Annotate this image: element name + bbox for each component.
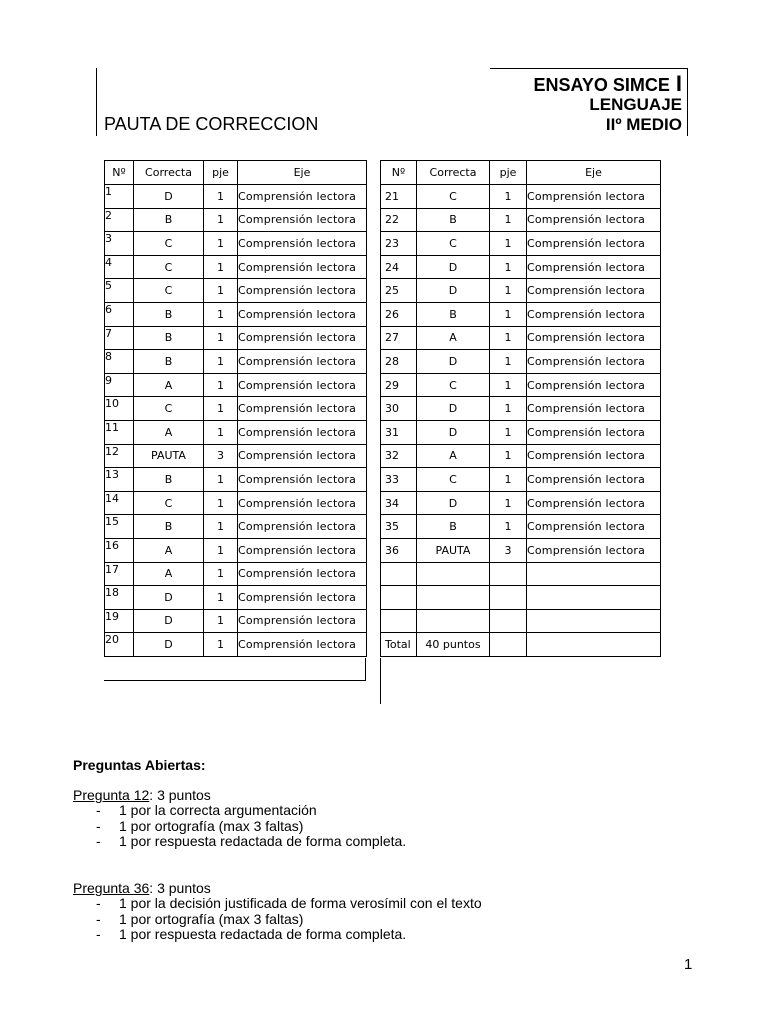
header-number: Nº bbox=[381, 161, 417, 185]
row-axis: Comprensión lectora bbox=[527, 397, 661, 421]
row-axis: Comprensión lectora bbox=[527, 468, 661, 492]
table-row bbox=[105, 562, 367, 586]
row-correct-answer: D bbox=[417, 397, 490, 421]
row-axis: Comprensión lectora bbox=[527, 279, 661, 303]
row-number: 14 bbox=[105, 491, 134, 515]
row-number: 27 bbox=[381, 326, 417, 350]
row-number: 7 bbox=[105, 326, 134, 350]
table-row bbox=[381, 255, 661, 279]
table-left-bottom-rule bbox=[104, 680, 366, 681]
row-number: 31 bbox=[381, 420, 417, 444]
header-correct: Correcta bbox=[134, 161, 204, 185]
row-axis bbox=[527, 609, 661, 633]
exam-name-text: ENSAYO SIMCE bbox=[533, 75, 670, 95]
criterion-text: 1 por ortografía (max 3 faltas) bbox=[119, 817, 304, 834]
question-12-label: Pregunta 12 bbox=[73, 787, 150, 803]
page-title: PAUTA DE CORRECCION bbox=[104, 114, 319, 134]
row-correct-answer: D bbox=[134, 633, 204, 657]
row-correct-answer: C bbox=[134, 255, 204, 279]
row-axis: Comprensión lectora bbox=[238, 185, 367, 209]
question-12-criteria bbox=[96, 803, 406, 850]
answer-rows-right bbox=[381, 185, 661, 657]
row-score: 1 bbox=[204, 350, 238, 374]
row-score: 1 bbox=[490, 373, 527, 397]
table-row bbox=[381, 185, 661, 209]
row-score: 1 bbox=[490, 468, 527, 492]
row-number: 6 bbox=[105, 302, 134, 326]
row-correct-answer: C bbox=[134, 491, 204, 515]
row-number: 9 bbox=[105, 373, 134, 397]
row-axis: Comprensión lectora bbox=[527, 302, 661, 326]
bullet: - bbox=[96, 802, 101, 818]
table-row bbox=[381, 515, 661, 539]
bullet: - bbox=[96, 926, 101, 942]
page-number: 1 bbox=[684, 956, 693, 973]
row-axis: Comprensión lectora bbox=[238, 538, 367, 562]
row-axis: Comprensión lectora bbox=[527, 208, 661, 232]
table-left-side-rule bbox=[365, 658, 366, 681]
table-row bbox=[105, 326, 367, 350]
table-row bbox=[381, 633, 661, 657]
table-row bbox=[105, 491, 367, 515]
row-score: 1 bbox=[204, 279, 238, 303]
row-score: 1 bbox=[204, 255, 238, 279]
question-36-label: Pregunta 36 bbox=[73, 880, 150, 896]
question-12-title bbox=[73, 787, 211, 803]
table-row bbox=[381, 208, 661, 232]
row-axis bbox=[527, 586, 661, 610]
row-correct-answer: C bbox=[417, 373, 490, 397]
row-number: 5 bbox=[105, 279, 134, 303]
header-axis: Eje bbox=[527, 161, 661, 185]
row-correct-answer: PAUTA bbox=[134, 444, 204, 468]
table-row bbox=[381, 350, 661, 374]
row-axis: Comprensión lectora bbox=[238, 302, 367, 326]
row-axis bbox=[527, 633, 661, 657]
bullet: - bbox=[96, 817, 101, 834]
exam-number: I bbox=[675, 71, 682, 96]
row-score: 1 bbox=[204, 326, 238, 350]
row-correct-answer: D bbox=[417, 255, 490, 279]
row-score: 1 bbox=[490, 397, 527, 421]
row-number: 34 bbox=[381, 491, 417, 515]
row-correct-answer: PAUTA bbox=[417, 538, 490, 562]
row-number: 11 bbox=[105, 420, 134, 444]
exam-name bbox=[534, 71, 683, 97]
table-row bbox=[381, 232, 661, 256]
row-axis: Comprensión lectora bbox=[527, 444, 661, 468]
row-axis: Comprensión lectora bbox=[238, 515, 367, 539]
criterion-text: 1 por respuesta redactada de forma completa. bbox=[119, 926, 407, 942]
row-score: 1 bbox=[490, 491, 527, 515]
row-number: 20 bbox=[105, 633, 134, 657]
table-header-row bbox=[381, 161, 661, 185]
bullet: - bbox=[96, 833, 101, 849]
row-axis: Comprensión lectora bbox=[238, 491, 367, 515]
row-correct-answer: A bbox=[134, 420, 204, 444]
table-row bbox=[105, 185, 367, 209]
answer-table-right bbox=[380, 160, 661, 657]
row-number: 33 bbox=[381, 468, 417, 492]
row-correct-answer: B bbox=[134, 350, 204, 374]
table-row bbox=[381, 562, 661, 586]
row-number: 10 bbox=[105, 397, 134, 421]
row-axis: Comprensión lectora bbox=[238, 468, 367, 492]
table-row bbox=[105, 279, 367, 303]
list-item bbox=[96, 912, 482, 928]
row-correct-answer bbox=[417, 609, 490, 633]
row-axis: Comprensión lectora bbox=[527, 350, 661, 374]
row-score: 1 bbox=[490, 279, 527, 303]
table-row bbox=[105, 515, 367, 539]
row-axis: Comprensión lectora bbox=[527, 185, 661, 209]
row-score: 1 bbox=[204, 468, 238, 492]
row-correct-answer: A bbox=[134, 373, 204, 397]
question-36-title bbox=[73, 880, 211, 896]
list-item bbox=[96, 819, 406, 835]
row-correct-answer: D bbox=[417, 350, 490, 374]
row-score: 3 bbox=[204, 444, 238, 468]
table-row bbox=[381, 326, 661, 350]
row-correct-answer: C bbox=[417, 468, 490, 492]
row-score: 1 bbox=[490, 302, 527, 326]
row-correct-answer: B bbox=[417, 208, 490, 232]
table-row bbox=[381, 468, 661, 492]
row-score: 1 bbox=[204, 609, 238, 633]
row-number: 30 bbox=[381, 397, 417, 421]
list-item bbox=[96, 927, 482, 943]
row-score: 1 bbox=[204, 562, 238, 586]
table-row bbox=[105, 397, 367, 421]
row-correct-answer bbox=[417, 562, 490, 586]
row-axis: Comprensión lectora bbox=[527, 326, 661, 350]
row-score: 1 bbox=[490, 232, 527, 256]
table-row bbox=[105, 232, 367, 256]
row-number: 36 bbox=[381, 538, 417, 562]
row-axis bbox=[527, 562, 661, 586]
exam-subject: LENGUAJE bbox=[589, 95, 682, 114]
list-item bbox=[96, 834, 406, 850]
row-correct-answer: B bbox=[134, 208, 204, 232]
criterion-text: 1 por respuesta redactada de forma completa. bbox=[119, 833, 407, 849]
row-score: 1 bbox=[204, 302, 238, 326]
row-number: 1 bbox=[105, 185, 134, 209]
table-row bbox=[381, 279, 661, 303]
row-correct-answer: B bbox=[417, 515, 490, 539]
row-axis: Comprensión lectora bbox=[238, 444, 367, 468]
bullet: - bbox=[96, 910, 101, 927]
row-axis: Comprensión lectora bbox=[238, 208, 367, 232]
row-score: 1 bbox=[490, 185, 527, 209]
row-number: 4 bbox=[105, 255, 134, 279]
row-axis: Comprensión lectora bbox=[238, 586, 367, 610]
row-number: 28 bbox=[381, 350, 417, 374]
row-number: 12 bbox=[105, 444, 134, 468]
row-score: 1 bbox=[204, 185, 238, 209]
row-number: 19 bbox=[105, 609, 134, 633]
question-36-points: : 3 puntos bbox=[149, 880, 211, 896]
table-row bbox=[105, 538, 367, 562]
header-axis: Eje bbox=[238, 161, 367, 185]
row-score: 1 bbox=[204, 491, 238, 515]
row-number: 24 bbox=[381, 255, 417, 279]
table-row bbox=[105, 633, 367, 657]
table-row bbox=[381, 444, 661, 468]
row-correct-answer: B bbox=[134, 515, 204, 539]
row-number: 16 bbox=[105, 538, 134, 562]
header-score: pje bbox=[490, 161, 527, 185]
row-number: 3 bbox=[105, 232, 134, 256]
row-number: 21 bbox=[381, 185, 417, 209]
row-correct-answer bbox=[417, 586, 490, 610]
row-score: 1 bbox=[490, 326, 527, 350]
row-score: 1 bbox=[204, 633, 238, 657]
answer-table-left bbox=[104, 160, 367, 657]
list-item bbox=[96, 896, 482, 912]
criterion-text: 1 por la decisión justificada de forma verosímil con el texto bbox=[119, 895, 482, 911]
row-number: 35 bbox=[381, 515, 417, 539]
row-correct-answer: D bbox=[134, 609, 204, 633]
row-correct-answer: C bbox=[134, 232, 204, 256]
row-correct-answer: B bbox=[134, 302, 204, 326]
row-axis: Comprensión lectora bbox=[527, 373, 661, 397]
row-correct-answer: B bbox=[134, 326, 204, 350]
row-score: 1 bbox=[204, 515, 238, 539]
row-score: 1 bbox=[204, 208, 238, 232]
row-correct-answer: C bbox=[417, 232, 490, 256]
row-axis: Comprensión lectora bbox=[238, 633, 367, 657]
table-row bbox=[381, 491, 661, 515]
row-correct-answer: D bbox=[134, 185, 204, 209]
header-number: Nº bbox=[105, 161, 134, 185]
list-item bbox=[96, 803, 406, 819]
table-row bbox=[381, 397, 661, 421]
open-questions-title: Preguntas Abiertas: bbox=[73, 757, 206, 773]
row-axis: Comprensión lectora bbox=[238, 420, 367, 444]
row-number: 13 bbox=[105, 468, 134, 492]
row-correct-answer: C bbox=[417, 185, 490, 209]
row-correct-answer: A bbox=[417, 444, 490, 468]
row-number: 18 bbox=[105, 586, 134, 610]
header-right-rule bbox=[687, 68, 688, 136]
row-axis: Comprensión lectora bbox=[527, 420, 661, 444]
row-score: 1 bbox=[204, 373, 238, 397]
row-axis: Comprensión lectora bbox=[527, 515, 661, 539]
row-axis: Comprensión lectora bbox=[238, 232, 367, 256]
row-correct-answer: D bbox=[417, 491, 490, 515]
row-number: 15 bbox=[105, 515, 134, 539]
criterion-text: 1 por la correcta argumentación bbox=[119, 802, 317, 818]
row-score bbox=[490, 586, 527, 610]
row-correct-answer: D bbox=[417, 279, 490, 303]
row-number: 22 bbox=[381, 208, 417, 232]
row-score bbox=[490, 609, 527, 633]
row-axis: Comprensión lectora bbox=[238, 562, 367, 586]
table-row bbox=[381, 609, 661, 633]
header-correct: Correcta bbox=[417, 161, 490, 185]
row-score: 3 bbox=[490, 538, 527, 562]
table-row bbox=[381, 538, 661, 562]
table-row bbox=[381, 420, 661, 444]
row-number: 8 bbox=[105, 350, 134, 374]
row-number bbox=[381, 562, 417, 586]
row-axis: Comprensión lectora bbox=[527, 255, 661, 279]
row-score bbox=[490, 562, 527, 586]
row-score bbox=[490, 633, 527, 657]
question-36-criteria bbox=[96, 896, 482, 943]
row-number bbox=[381, 586, 417, 610]
row-score: 1 bbox=[204, 538, 238, 562]
table-row bbox=[105, 468, 367, 492]
table-row bbox=[105, 350, 367, 374]
row-correct-answer: 40 puntos bbox=[417, 633, 490, 657]
table-row bbox=[105, 373, 367, 397]
question-12-points: : 3 puntos bbox=[149, 787, 211, 803]
row-correct-answer: A bbox=[134, 562, 204, 586]
row-number: 29 bbox=[381, 373, 417, 397]
table-row bbox=[105, 255, 367, 279]
row-score: 1 bbox=[490, 444, 527, 468]
table-row bbox=[105, 586, 367, 610]
table-row bbox=[105, 609, 367, 633]
table-row bbox=[105, 208, 367, 232]
row-correct-answer: B bbox=[417, 302, 490, 326]
row-number: 25 bbox=[381, 279, 417, 303]
row-score: 1 bbox=[490, 208, 527, 232]
row-correct-answer: A bbox=[417, 326, 490, 350]
row-axis: Comprensión lectora bbox=[238, 255, 367, 279]
row-axis: Comprensión lectora bbox=[238, 609, 367, 633]
header-score: pje bbox=[204, 161, 238, 185]
row-number: 23 bbox=[381, 232, 417, 256]
table-header-row bbox=[105, 161, 367, 185]
row-correct-answer: D bbox=[417, 420, 490, 444]
table-row bbox=[105, 302, 367, 326]
row-axis: Comprensión lectora bbox=[527, 232, 661, 256]
row-axis: Comprensión lectora bbox=[527, 491, 661, 515]
row-score: 1 bbox=[490, 420, 527, 444]
row-axis: Comprensión lectora bbox=[238, 373, 367, 397]
row-axis: Comprensión lectora bbox=[527, 538, 661, 562]
row-number: 26 bbox=[381, 302, 417, 326]
row-number: 17 bbox=[105, 562, 134, 586]
row-axis: Comprensión lectora bbox=[238, 350, 367, 374]
row-number: 2 bbox=[105, 208, 134, 232]
row-score: 1 bbox=[490, 255, 527, 279]
row-number bbox=[381, 609, 417, 633]
table-row bbox=[381, 586, 661, 610]
row-correct-answer: A bbox=[134, 538, 204, 562]
row-score: 1 bbox=[204, 397, 238, 421]
row-correct-answer: C bbox=[134, 397, 204, 421]
row-axis: Comprensión lectora bbox=[238, 279, 367, 303]
row-correct-answer: C bbox=[134, 279, 204, 303]
table-right-side-rule bbox=[380, 658, 381, 704]
exam-level: IIº MEDIO bbox=[605, 115, 682, 134]
row-correct-answer: D bbox=[134, 586, 204, 610]
row-score: 1 bbox=[204, 232, 238, 256]
bullet: - bbox=[96, 895, 101, 911]
table-row bbox=[381, 302, 661, 326]
row-number: 32 bbox=[381, 444, 417, 468]
table-row bbox=[105, 444, 367, 468]
header-top-rule bbox=[490, 68, 688, 69]
row-score: 1 bbox=[490, 515, 527, 539]
row-score: 1 bbox=[204, 420, 238, 444]
row-number: Total bbox=[381, 633, 417, 657]
table-row bbox=[105, 420, 367, 444]
row-correct-answer: B bbox=[134, 468, 204, 492]
answer-rows-left bbox=[105, 185, 367, 657]
table-row bbox=[381, 373, 661, 397]
header-left-rule bbox=[96, 68, 97, 136]
criterion-text: 1 por ortografía (max 3 faltas) bbox=[119, 910, 304, 927]
row-axis: Comprensión lectora bbox=[238, 326, 367, 350]
row-score: 1 bbox=[204, 586, 238, 610]
row-score: 1 bbox=[490, 350, 527, 374]
row-axis: Comprensión lectora bbox=[238, 397, 367, 421]
